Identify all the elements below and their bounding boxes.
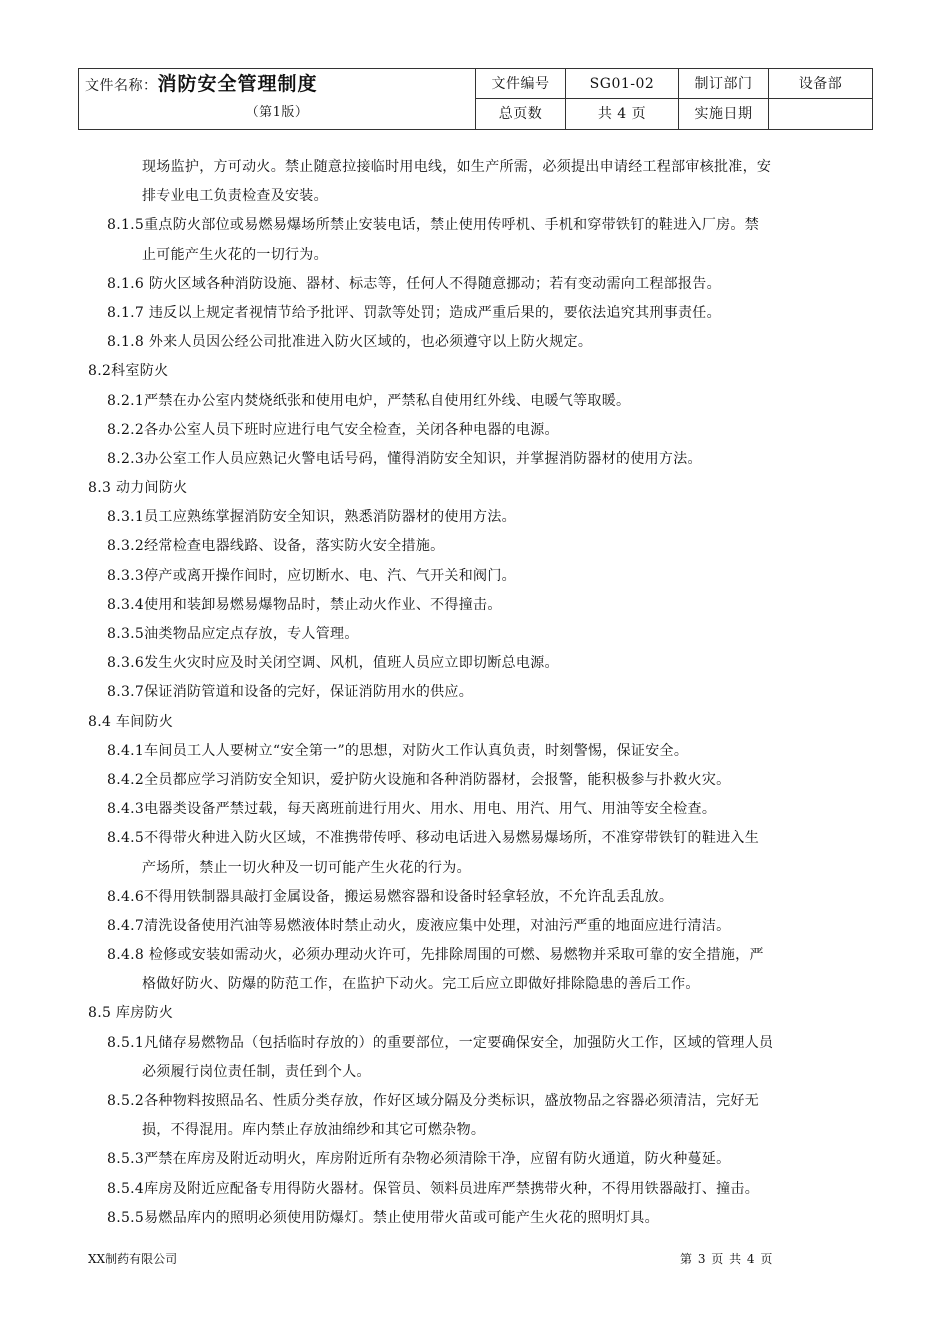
clause-continuation: 现场监护，方可动火。禁止随意拉接临时用电线，如生产所需，必须提出申请经工程部审核批准，安 — [142, 159, 772, 175]
clause-line: 8.3.5油类物品应定点存放，专人管理。 — [107, 626, 359, 642]
clause-continuation: 格做好防火、防爆的防范工作，在监护下动火。完工后应立即做好排除隐患的善后工作。 — [142, 976, 700, 993]
title-cell — [79, 69, 476, 130]
document-title: 消防安全管理制度 — [157, 73, 318, 95]
clause-continuation: 止可能产生火花的一切行为。 — [142, 246, 328, 263]
clause-line: 8.5.5易燃品库内的照明必须使用防爆灯。禁止使用带火苗或可能产生火花的照明灯具。 — [107, 1209, 659, 1226]
clause-line: 8.1.7 违反以上规定者视情节给予批评、罚款等处罚；造成严重后果的，要依法追究其刑事责任。 — [107, 304, 721, 321]
clause-continuation: 必须履行岗位责任制，责任到个人。 — [142, 1063, 371, 1080]
clause-line: 8.4.1车间员工人人要树立“安全第一”的思想，对防火工作认真负责，时刻警惕，保证安全。 — [107, 742, 689, 759]
clause-line: 8.2.1严禁在办公室内焚烧纸张和使用电炉，严禁私自使用红外线、电暖气等取暖。 — [107, 392, 631, 409]
clause-line: 8.1.8 外来人员因公经公司批准进入防火区域的，也必须遵守以上防火规定。 — [107, 334, 593, 351]
edition-label: （第1版） — [245, 105, 309, 120]
clause-line: 8.4.3电器类设备严禁过载，每天离班前进行用火、用水、用电、用汽、用气、用油等安全检查。 — [107, 801, 717, 818]
total-pages-value: 共 4 页 — [566, 99, 679, 130]
clause-line: 8.4.6不得用铁制器具敲打金属设备，搬运易燃容器和设备时轻拿轻放，不允许乱丢乱放。 — [107, 888, 674, 905]
section-heading: 8.5 库房防火 — [88, 1005, 174, 1022]
file-name-label: 文件名称： — [85, 78, 158, 94]
clause-continuation: 排专业电工负责检查及安装。 — [142, 188, 328, 205]
effective-date-label: 实施日期 — [679, 99, 769, 130]
clause-line: 8.5.2各种物料按照品名、性质分类存放，作好区域分隔及分类标识，盛放物品之容器必须清洁，完好无 — [107, 1093, 760, 1109]
clause-continuation: 产场所，禁止一切火种及一切可能产生火花的行为。 — [142, 859, 471, 876]
clause-line: 8.3.1员工应熟练掌握消防安全知识，熟悉消防器材的使用方法。 — [107, 509, 516, 526]
clause-line: 8.4.8 检修或安装如需动火，必须办理动火许可，先排除周围的可燃、易燃物并采取可靠的安全措施，严 — [107, 947, 764, 964]
clause-line: 8.3.3停产或离开操作间时，应切断水、电、汽、气开关和阀门。 — [107, 567, 516, 584]
section-heading: 8.3 动力间防火 — [88, 480, 188, 497]
clause-line: 8.3.2经常检查电器线路、设备，落实防火安全措施。 — [107, 538, 445, 555]
department-value: 设备部 — [769, 69, 873, 99]
clause-line: 8.1.6 防火区域各种消防设施、器材、标志等，任何人不得随意挪动；若有变动需向工程部报告。 — [107, 275, 721, 292]
total-pages-label: 总页数 — [476, 99, 566, 130]
clause-line: 8.5.4库房及附近应配备专用得防火器材。保管员、领料员进库严禁携带火种，不得用铁器敲打、撞击。 — [107, 1180, 760, 1197]
clause-line: 8.4.2全员都应学习消防安全知识，爱护防火设施和各种消防器材，会报警，能积极参与扑救火灾。 — [107, 771, 731, 788]
section-heading: 8.4 车间防火 — [88, 713, 174, 730]
department-label: 制订部门 — [679, 69, 769, 99]
document-body — [88, 153, 878, 1233]
doc-number-label: 文件编号 — [476, 69, 566, 99]
clause-line: 8.5.1凡储存易燃物品（包括临时存放的）的重要部位，一定要确保安全，加强防火工作，区域的管理人员 — [107, 1034, 774, 1051]
clause-line: 8.2.3办公室工作人员应熟记火警电话号码，懂得消防安全知识，并掌握消防器材的使用方法。 — [107, 450, 702, 467]
clause-line: 8.5.3严禁在库房及附近动明火，库房附近所有杂物必须清除干净，应留有防火通道，防火种蔓延。 — [107, 1151, 731, 1168]
document-header-table — [78, 68, 873, 130]
footer-company: XX制药有限公司 — [88, 1252, 178, 1266]
footer-page-info: 第 3 页 共 4 页 — [680, 1252, 774, 1266]
clause-continuation: 损，不得混用。库内禁止存放油绵纱和其它可燃杂物。 — [142, 1122, 486, 1139]
clause-line: 8.2.2各办公室人员下班时应进行电气安全检查，关闭各种电器的电源。 — [107, 421, 559, 438]
clause-line: 8.3.6发生火灾时应及时关闭空调、风机，值班人员应立即切断总电源。 — [107, 655, 559, 672]
effective-date-value — [769, 99, 873, 130]
clause-line: 8.3.4使用和装卸易燃易爆物品时，禁止动火作业、不得撞击。 — [107, 596, 502, 613]
title-line — [85, 73, 318, 95]
doc-number-value: SG01-02 — [566, 69, 679, 99]
section-heading: 8.2科室防火 — [88, 363, 169, 380]
clause-line: 8.4.5不得带火种进入防火区域，不准携带传呼、移动电话进入易燃易爆场所，不准穿带铁钉的鞋进入生 — [107, 830, 760, 847]
clause-line: 8.1.5重点防火部位或易燃易爆场所禁止安装电话，禁止使用传呼机、手机和穿带铁钉的鞋进入厂房。禁 — [107, 217, 760, 234]
clause-line: 8.4.7清洗设备使用汽油等易燃液体时禁止动火，废液应集中处理，对油污严重的地面应进行清洁。 — [107, 917, 731, 934]
clause-line: 8.3.7保证消防管道和设备的完好，保证消防用水的供应。 — [107, 684, 474, 701]
